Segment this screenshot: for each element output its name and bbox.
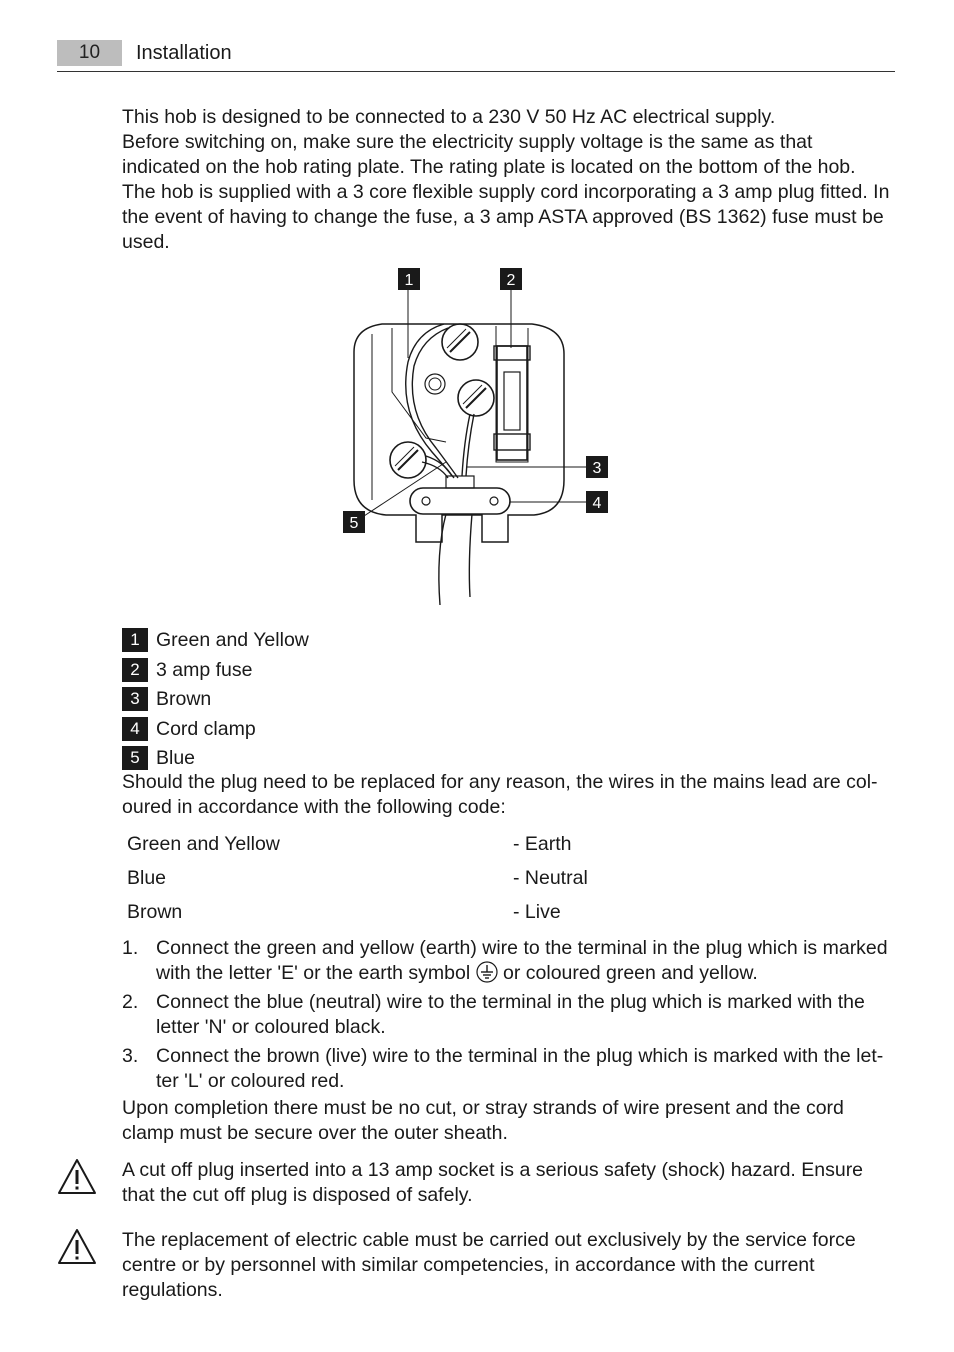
intro-paragraph-3: The hob is supplied with a 3 core flexible supply cord incorporating a 3 amp plug fitted. In the event of having to change the fuse, a 3 amp ASTA approved (BS 1362) fuse must be used. <box>122 181 890 253</box>
section-title: Installation <box>136 42 232 64</box>
legend-number: 2 <box>122 658 148 682</box>
table-row <box>127 865 887 899</box>
svg-text:2: 2 <box>506 272 516 289</box>
legend-label: 3 amp fuse <box>156 658 253 681</box>
wire-function: - Earth <box>513 833 572 855</box>
callout-1 <box>398 268 420 290</box>
list-item <box>122 936 894 986</box>
callout-5 <box>343 511 365 533</box>
wiring-steps-list <box>122 936 894 1098</box>
fuse <box>497 346 527 460</box>
legend-number: 4 <box>122 717 148 741</box>
wire-function: - Neutral <box>513 867 588 889</box>
list-item <box>122 990 894 1040</box>
wire-colour: Blue <box>127 867 167 889</box>
legend-label: Green and Yellow <box>156 629 309 651</box>
plug-body-outline <box>354 324 564 542</box>
wire-colour-code-table <box>127 831 887 933</box>
warning-triangle-icon <box>57 1158 97 1196</box>
warning-text: A cut off plug inserted into a 13 amp socket is a serious safety (shock) hazard. Ensure that the cut off plug is disposed of safely. <box>122 1159 864 1206</box>
step-number: 3. <box>122 1045 139 1067</box>
legend-number: 3 <box>122 687 148 711</box>
step-number: 1. <box>122 937 139 959</box>
page-header <box>57 40 895 72</box>
warning-text: The replacement of electric cable must be carried out exclusively by the service force centre or by personnel with similar competencies, in accordance with the current regulations. <box>122 1229 856 1301</box>
plug-replacement-text: Should the plug need to be replaced for any reason, the wires in the mains lead are col- oured in accordance with the following code: <box>122 771 878 818</box>
legend-label: Cord clamp <box>156 717 256 740</box>
table-row <box>127 831 887 865</box>
svg-text:5: 5 <box>349 515 359 532</box>
intro-text <box>122 105 894 255</box>
step-text-before: Connect the green and yellow (earth) wire to the terminal in the plug which is marked with the letter 'E' or the earth symbol <box>156 937 888 984</box>
step-text: Connect the blue (neutral) wire to the terminal in the plug which is marked with the letter 'N' or coloured black. <box>156 991 865 1038</box>
completion-note: Upon completion there must be no cut, or stray strands of wire present and the cord clamp must be secure over the outer sheath. <box>122 1097 844 1144</box>
callout-4 <box>586 491 608 513</box>
list-item <box>122 1044 894 1094</box>
wire-colour: Green and Yellow <box>127 833 280 855</box>
plug-wiring-diagram <box>336 262 626 612</box>
table-row <box>127 899 887 933</box>
cord-clamp <box>410 488 510 514</box>
step-text: Connect the brown (live) wire to the terminal in the plug which is marked with the let- ter 'L' or coloured red. <box>156 1045 884 1092</box>
step-number: 2. <box>122 991 139 1013</box>
svg-text:1: 1 <box>404 272 414 289</box>
intro-paragraph-1: This hob is designed to be connected to a 230 V 50 Hz AC electrical supply. <box>122 106 776 128</box>
legend-label: Blue <box>156 747 196 770</box>
svg-text:4: 4 <box>592 495 602 512</box>
step-text-after: or coloured green and yellow. <box>503 962 758 984</box>
wire-function: - Live <box>513 901 561 923</box>
warning-triangle-icon <box>57 1228 97 1266</box>
mains-cable <box>439 514 446 605</box>
callout-3 <box>586 456 608 478</box>
page-number: 10 <box>57 40 122 66</box>
svg-text:3: 3 <box>592 460 602 477</box>
legend-number: 1 <box>122 628 148 652</box>
wire-colour: Brown <box>127 901 183 923</box>
callout-2 <box>500 268 522 290</box>
legend-number: 5 <box>122 746 148 770</box>
earth-symbol-icon <box>476 961 498 983</box>
intro-paragraph-2: Before switching on, make sure the electricity supply voltage is the same as that indicated on the hob rating plate. The rating plate is located on the bottom of the hob. <box>122 131 856 178</box>
legend-label: Brown <box>156 688 212 711</box>
